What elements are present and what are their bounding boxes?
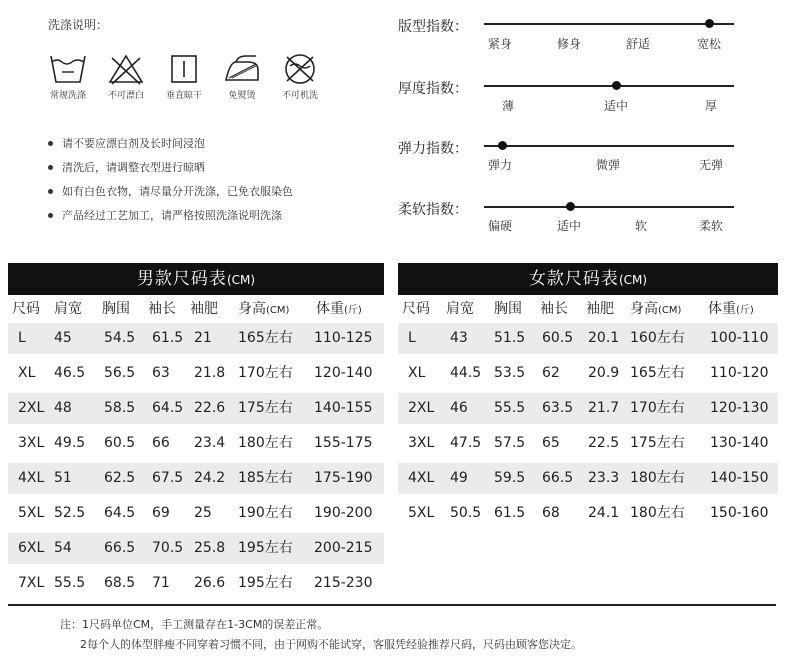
fit-index-tick: 修身 xyxy=(557,37,582,51)
men-table-cell: 180左右 xyxy=(238,435,293,451)
women-col-size: 尺码 xyxy=(402,301,430,317)
men-table-cell: 66.5 xyxy=(104,540,136,556)
men-col-height: 身高(CM) xyxy=(238,301,290,317)
care-label: 常规洗涤 xyxy=(49,91,86,101)
men-table-cell: 21 xyxy=(194,330,212,346)
softness-index-tick: 软 xyxy=(635,219,648,233)
men-table-cell: 48 xyxy=(54,400,72,416)
footnote-1: 注：1尺码单位CM，手工测量存在1-3CM的误差正常。 xyxy=(60,618,329,631)
women-table-cell: 59.5 xyxy=(494,470,526,486)
women-table-cell: 61.5 xyxy=(494,505,526,521)
care-label: 免熨烫 xyxy=(228,91,256,101)
women-table-row xyxy=(398,393,778,424)
men-table-cell: 23.4 xyxy=(194,435,226,451)
thickness-index-tick: 适中 xyxy=(604,99,629,113)
softness-index-tick: 偏硬 xyxy=(488,219,513,233)
women-table-cell: 20.1 xyxy=(588,330,620,346)
fit-index-tick: 紧身 xyxy=(488,37,513,51)
women-table-row xyxy=(398,498,778,529)
men-table-row xyxy=(8,428,384,459)
women-table-row xyxy=(398,463,778,494)
women-table-cell: 43 xyxy=(450,330,468,346)
men-table-cell: 24.2 xyxy=(194,470,226,486)
women-table-cell: 170左右 xyxy=(630,400,685,416)
men-table-cell: L xyxy=(18,330,26,346)
care-note: 请不要应漂白剂及长时间浸泡 xyxy=(48,137,293,161)
men-table-cell: 175-190 xyxy=(314,470,373,486)
thickness-index-label: 厚度指数： xyxy=(398,81,468,97)
men-table-cell: 54.5 xyxy=(104,330,136,346)
no-iron-icon xyxy=(222,50,262,88)
men-table-cell: 62.5 xyxy=(104,470,136,486)
women-table-cell: 50.5 xyxy=(450,505,482,521)
men-table-cell: 21.8 xyxy=(194,365,226,381)
fit-index-track xyxy=(484,23,734,25)
men-table-cell: 70.5 xyxy=(152,540,184,556)
men-table-row xyxy=(8,568,384,599)
women-table-cell: 63.5 xyxy=(542,400,574,416)
women-col-sleeve: 袖长 xyxy=(540,301,568,317)
women-table-cell: 110-120 xyxy=(710,365,769,381)
men-col-shoulder: 肩宽 xyxy=(54,301,82,317)
elasticity-index-marker xyxy=(498,141,507,150)
men-table-row xyxy=(8,463,384,494)
men-table-cell: 52.5 xyxy=(54,505,86,521)
care-note: 如有白色衣物，请尽量分开洗涤，已免衣服染色 xyxy=(48,185,293,209)
softness-index-tick: 柔软 xyxy=(699,219,724,233)
thickness-index-tick: 薄 xyxy=(502,99,515,113)
care-label: 垂直晾干 xyxy=(165,91,202,101)
women-table-cell: 23.3 xyxy=(588,470,620,486)
no-machine-wash-icon xyxy=(280,50,320,88)
women-table-cell: 21.7 xyxy=(588,400,620,416)
softness-index-marker xyxy=(566,202,575,211)
women-table-cell: 5XL xyxy=(408,505,435,521)
men-table-cell: 165左右 xyxy=(238,330,293,346)
women-table-row xyxy=(398,358,778,389)
washtub-icon xyxy=(48,50,88,88)
softness-index-label: 柔软指数： xyxy=(398,202,468,218)
women-table-cell: 62 xyxy=(542,365,560,381)
men-col-weight: 体重(斤) xyxy=(316,301,362,317)
men-table-cell: 55.5 xyxy=(54,575,86,591)
women-table-cell: 100-110 xyxy=(710,330,769,346)
men-table-cell: 64.5 xyxy=(104,505,136,521)
elasticity-index-tick: 无弹 xyxy=(699,158,724,172)
women-table-cell: 180左右 xyxy=(630,470,685,486)
women-table-cell: 53.5 xyxy=(494,365,526,381)
no-bleach-icon xyxy=(106,50,146,88)
women-table-unit: (CM) xyxy=(618,273,648,287)
men-table-cell: 195左右 xyxy=(238,575,293,591)
men-table-row xyxy=(8,393,384,424)
women-table-cell: 165左右 xyxy=(630,365,685,381)
men-table-row xyxy=(8,533,384,564)
thickness-index-track xyxy=(484,85,734,87)
men-table-cell: 67.5 xyxy=(152,470,184,486)
men-table-cell: 2XL xyxy=(18,400,45,416)
men-table-cell: 200-215 xyxy=(314,540,373,556)
women-table-cell: 57.5 xyxy=(494,435,526,451)
men-table-row xyxy=(8,323,384,354)
men-table-cell: 5XL xyxy=(18,505,45,521)
women-table-cell: 120-130 xyxy=(710,400,769,416)
men-table-cell: 51 xyxy=(54,470,72,486)
care-title: 洗涤说明： xyxy=(48,18,109,32)
men-table-cell: 25 xyxy=(194,505,212,521)
men-table-title: 男款尺码表 xyxy=(136,269,227,289)
women-table-cell: XL xyxy=(408,365,426,381)
elasticity-index-track xyxy=(484,145,734,147)
women-table-cell: 160左右 xyxy=(630,330,685,346)
men-table-cell: 175左右 xyxy=(238,400,293,416)
women-table-cell: 130-140 xyxy=(710,435,769,451)
women-table-cell: 60.5 xyxy=(542,330,574,346)
men-col-chest: 胸围 xyxy=(102,301,130,317)
women-table-cell: 140-150 xyxy=(710,470,769,486)
men-table-cell: 195左右 xyxy=(238,540,293,556)
women-table-cell: 3XL xyxy=(408,435,435,451)
women-table-cell: 180左右 xyxy=(630,505,685,521)
women-col-height: 身高(CM) xyxy=(630,301,682,317)
women-table-header xyxy=(398,263,778,295)
women-table-cell: 20.9 xyxy=(588,365,620,381)
men-table-cell: 45 xyxy=(54,330,72,346)
men-table-unit: (CM) xyxy=(226,273,256,287)
men-table-cell: 6XL xyxy=(18,540,45,556)
women-table-cell: 46 xyxy=(450,400,468,416)
men-table-cell: 190-200 xyxy=(314,505,373,521)
care-label: 不可漂白 xyxy=(107,91,144,101)
women-table-cell: 4XL xyxy=(408,470,435,486)
thickness-index-marker xyxy=(612,81,621,90)
care-note: 清洗后，请调整衣型进行晾晒 xyxy=(48,161,293,185)
men-table-row xyxy=(8,358,384,389)
elasticity-index-label: 弹力指数： xyxy=(398,141,468,157)
women-table-cell: 66.5 xyxy=(542,470,574,486)
women-col-weight: 体重(斤) xyxy=(708,301,754,317)
fit-index-marker xyxy=(705,19,714,28)
men-table-cell: 110-125 xyxy=(314,330,373,346)
footnote-2: 2每个人的体型胖瘦不同穿着习惯不同，由于网购不能试穿，客服凭经验推荐尺码，尺码由顾客您决定。 xyxy=(80,638,582,651)
men-table-cell: 140-155 xyxy=(314,400,373,416)
fit-index-tick: 舒适 xyxy=(626,37,651,51)
softness-index-tick: 适中 xyxy=(557,219,582,233)
men-table-cell: 69 xyxy=(152,505,170,521)
men-table-cell: 25.8 xyxy=(194,540,226,556)
thickness-index-tick: 厚 xyxy=(705,99,718,113)
men-table-cell: 120-140 xyxy=(314,365,373,381)
men-table-cell: 63 xyxy=(152,365,170,381)
men-table-cell: 56.5 xyxy=(104,365,136,381)
women-table-cell: 68 xyxy=(542,505,560,521)
women-table-cell: 44.5 xyxy=(450,365,482,381)
men-col-size: 尺码 xyxy=(12,301,40,317)
men-table-cell: 22.6 xyxy=(194,400,226,416)
women-table-cell: 2XL xyxy=(408,400,435,416)
women-table-cell: 65 xyxy=(542,435,560,451)
men-table-cell: 155-175 xyxy=(314,435,373,451)
women-col-chest: 胸围 xyxy=(494,301,522,317)
men-table-cell: 26.6 xyxy=(194,575,226,591)
men-table-cell: 170左右 xyxy=(238,365,293,381)
men-table-row xyxy=(8,498,384,529)
men-col-sleeve-width: 袖肥 xyxy=(190,301,218,317)
men-col-sleeve: 袖长 xyxy=(148,301,176,317)
women-table-cell: 24.1 xyxy=(588,505,620,521)
fit-index-label: 版型指数： xyxy=(398,19,468,35)
men-table-cell: 61.5 xyxy=(152,330,184,346)
softness-index-track xyxy=(484,206,734,208)
women-table-cell: 22.5 xyxy=(588,435,620,451)
women-col-shoulder: 肩宽 xyxy=(446,301,474,317)
men-table-cell: 68.5 xyxy=(104,575,136,591)
women-col-sleeve-width: 袖肥 xyxy=(586,301,614,317)
elasticity-index-tick: 微弹 xyxy=(596,158,621,172)
men-table-cell: 185左右 xyxy=(238,470,293,486)
women-table-cell: L xyxy=(408,330,416,346)
women-table-row xyxy=(398,428,778,459)
hang-dry-icon xyxy=(164,50,204,88)
men-table-cell: 64.5 xyxy=(152,400,184,416)
men-table-header xyxy=(8,263,384,295)
care-note: 产品经过工艺加工，请严格按照洗涤说明洗涤 xyxy=(48,209,293,233)
men-table-cell: 54 xyxy=(54,540,72,556)
men-table-cell: 4XL xyxy=(18,470,45,486)
care-label: 不可机洗 xyxy=(281,91,318,101)
women-table-cell: 51.5 xyxy=(494,330,526,346)
women-table-cell: 47.5 xyxy=(450,435,482,451)
men-table-cell: 190左右 xyxy=(238,505,293,521)
men-table-cell: 66 xyxy=(152,435,170,451)
men-table-cell: 60.5 xyxy=(104,435,136,451)
fit-index-tick: 宽松 xyxy=(697,37,722,51)
men-table-cell: 58.5 xyxy=(104,400,136,416)
table-bottom-rule xyxy=(8,604,776,606)
care-notes xyxy=(48,137,293,233)
men-table-cell: 3XL xyxy=(18,435,45,451)
women-table-row xyxy=(398,323,778,354)
women-table-cell: 175左右 xyxy=(630,435,685,451)
women-table-title: 女款尺码表 xyxy=(528,269,619,289)
women-table-cell: 49 xyxy=(450,470,468,486)
men-table-cell: XL xyxy=(18,365,36,381)
men-table-cell: 46.5 xyxy=(54,365,86,381)
women-table-cell: 55.5 xyxy=(494,400,526,416)
men-table-cell: 71 xyxy=(152,575,170,591)
elasticity-index-tick: 弹力 xyxy=(488,158,513,172)
men-table-cell: 7XL xyxy=(18,575,45,591)
women-table-cell: 150-160 xyxy=(710,505,769,521)
men-table-cell: 49.5 xyxy=(54,435,86,451)
men-table-cell: 215-230 xyxy=(314,575,373,591)
